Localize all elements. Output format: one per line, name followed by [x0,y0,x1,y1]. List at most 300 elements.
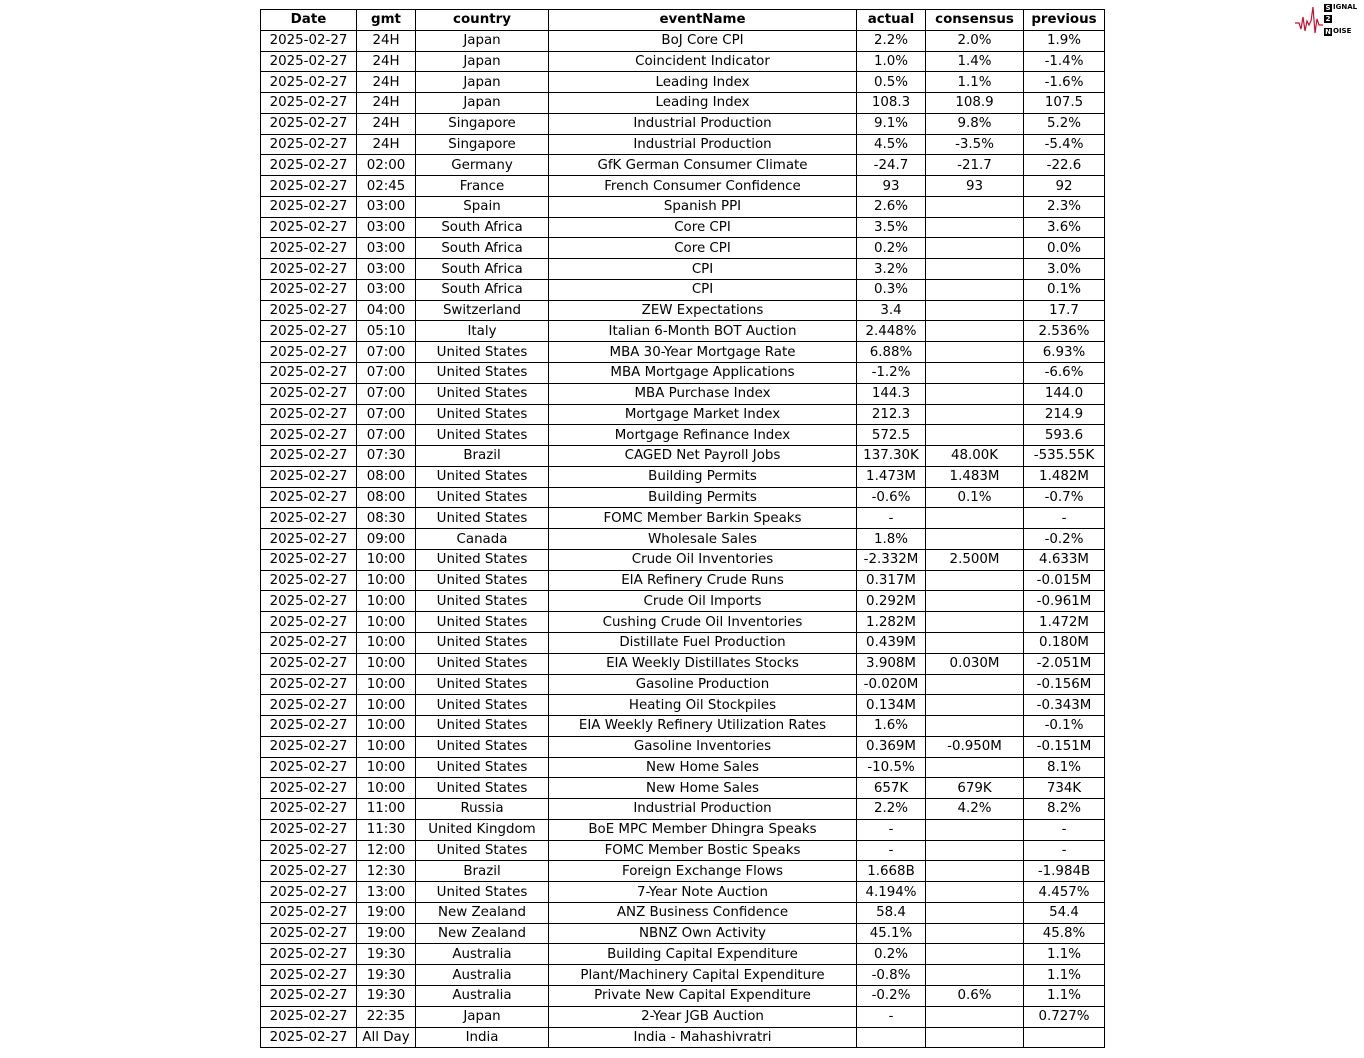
table-row [261,466,1105,487]
consensus-cell: -3.5% [926,134,1024,155]
table-row [261,902,1105,923]
previous-cell: 1.1% [1024,965,1105,986]
event-name-cell: BoE MPC Member Dhingra Speaks [549,819,857,840]
date-cell: 2025-02-27 [261,404,357,425]
consensus-cell [926,217,1024,238]
previous-cell: -5.4% [1024,134,1105,155]
table-row [261,716,1105,737]
gmt-cell: 07:30 [357,446,416,467]
table-row [261,736,1105,757]
column-header-gmt: gmt [357,10,416,31]
actual-cell: -0.8% [857,965,926,986]
table-row [261,508,1105,529]
gmt-cell: 19:30 [357,965,416,986]
table-row [261,674,1105,695]
previous-cell: -0.343M [1024,695,1105,716]
consensus-cell [926,300,1024,321]
column-header-date: Date [261,10,357,31]
previous-cell: 8.2% [1024,799,1105,820]
date-cell: 2025-02-27 [261,570,357,591]
date-cell: 2025-02-27 [261,1006,357,1027]
actual-cell: 2.2% [857,30,926,51]
gmt-cell: 07:00 [357,425,416,446]
table-row [261,446,1105,467]
consensus-cell [926,840,1024,861]
table-row [261,653,1105,674]
gmt-cell: 03:00 [357,279,416,300]
actual-cell: 93 [857,176,926,197]
country-cell: United States [416,487,549,508]
gmt-cell: 10:00 [357,612,416,633]
consensus-cell [926,716,1024,737]
country-cell: Australia [416,985,549,1006]
country-cell: Australia [416,965,549,986]
table-row [261,882,1105,903]
previous-cell: 107.5 [1024,93,1105,114]
country-cell: United States [416,508,549,529]
event-name-cell: 2-Year JGB Auction [549,1006,857,1027]
consensus-cell: 1.4% [926,51,1024,72]
date-cell: 2025-02-27 [261,840,357,861]
gmt-cell: 08:00 [357,466,416,487]
date-cell: 2025-02-27 [261,155,357,176]
country-cell: United States [416,466,549,487]
consensus-cell: 0.030M [926,653,1024,674]
country-cell: South Africa [416,279,549,300]
table-row [261,93,1105,114]
table-row [261,965,1105,986]
event-name-cell: Crude Oil Imports [549,591,857,612]
date-cell: 2025-02-27 [261,30,357,51]
actual-cell: 144.3 [857,383,926,404]
country-cell: India [416,1027,549,1048]
column-header-previous: previous [1024,10,1105,31]
previous-cell: 45.8% [1024,923,1105,944]
actual-cell: 0.317M [857,570,926,591]
consensus-cell: 0.1% [926,487,1024,508]
date-cell: 2025-02-27 [261,653,357,674]
actual-cell: 1.8% [857,529,926,550]
country-cell: Japan [416,1006,549,1027]
actual-cell: 1.473M [857,466,926,487]
consensus-cell: 4.2% [926,799,1024,820]
gmt-cell: 22:35 [357,1006,416,1027]
event-name-cell: Leading Index [549,72,857,93]
country-cell: United States [416,383,549,404]
event-name-cell: Spanish PPI [549,196,857,217]
date-cell: 2025-02-27 [261,944,357,965]
table-row [261,985,1105,1006]
actual-cell: - [857,1006,926,1027]
table-row [261,155,1105,176]
event-name-cell: Gasoline Production [549,674,857,695]
column-header-consensus: consensus [926,10,1024,31]
event-name-cell: Coincident Indicator [549,51,857,72]
gmt-cell: 03:00 [357,217,416,238]
gmt-cell: 19:30 [357,985,416,1006]
table-row [261,819,1105,840]
table-row [261,799,1105,820]
date-cell: 2025-02-27 [261,1027,357,1048]
actual-cell: 0.134M [857,695,926,716]
gmt-cell: 10:00 [357,591,416,612]
event-name-cell: FOMC Member Barkin Speaks [549,508,857,529]
consensus-cell: 1.483M [926,466,1024,487]
actual-cell: 137.30K [857,446,926,467]
consensus-cell [926,1027,1024,1048]
previous-cell: - [1024,819,1105,840]
previous-cell: 3.6% [1024,217,1105,238]
event-name-cell: Building Capital Expenditure [549,944,857,965]
country-cell: Australia [416,944,549,965]
previous-cell: -535.55K [1024,446,1105,467]
date-cell: 2025-02-27 [261,259,357,280]
consensus-cell [926,425,1024,446]
event-name-cell: Crude Oil Inventories [549,549,857,570]
previous-cell: -1.984B [1024,861,1105,882]
previous-cell: -0.015M [1024,570,1105,591]
table-row [261,363,1105,384]
country-cell: United States [416,778,549,799]
date-cell: 2025-02-27 [261,591,357,612]
consensus-cell [926,695,1024,716]
previous-cell: 92 [1024,176,1105,197]
event-name-cell: Cushing Crude Oil Inventories [549,612,857,633]
event-name-cell: Distillate Fuel Production [549,632,857,653]
gmt-cell: 03:00 [357,259,416,280]
event-name-cell: Building Permits [549,487,857,508]
event-name-cell: EIA Weekly Refinery Utilization Rates [549,716,857,737]
consensus-cell: 48.00K [926,446,1024,467]
consensus-cell: 93 [926,176,1024,197]
event-name-cell: GfK German Consumer Climate [549,155,857,176]
actual-cell: 212.3 [857,404,926,425]
previous-cell: 3.0% [1024,259,1105,280]
gmt-cell: 08:00 [357,487,416,508]
actual-cell: 108.3 [857,93,926,114]
previous-cell: 54.4 [1024,902,1105,923]
consensus-cell [926,965,1024,986]
consensus-cell: 2.0% [926,30,1024,51]
date-cell: 2025-02-27 [261,632,357,653]
gmt-cell: 24H [357,93,416,114]
table-row [261,30,1105,51]
country-cell: United States [416,612,549,633]
previous-cell: 1.472M [1024,612,1105,633]
actual-cell: 45.1% [857,923,926,944]
consensus-cell [926,1006,1024,1027]
consensus-cell: -0.950M [926,736,1024,757]
event-name-cell: Leading Index [549,93,857,114]
gmt-cell: 10:00 [357,695,416,716]
country-cell: United States [416,736,549,757]
previous-cell [1024,1027,1105,1048]
previous-cell: 2.536% [1024,321,1105,342]
date-cell: 2025-02-27 [261,51,357,72]
actual-cell: 0.2% [857,944,926,965]
gmt-cell: 10:00 [357,736,416,757]
gmt-cell: 19:30 [357,944,416,965]
gmt-cell: 05:10 [357,321,416,342]
date-cell: 2025-02-27 [261,176,357,197]
actual-cell: -2.332M [857,549,926,570]
event-name-cell: FOMC Member Bostic Speaks [549,840,857,861]
actual-cell: 3.5% [857,217,926,238]
date-cell: 2025-02-27 [261,674,357,695]
gmt-cell: 02:00 [357,155,416,176]
event-name-cell: French Consumer Confidence [549,176,857,197]
date-cell: 2025-02-27 [261,819,357,840]
consensus-cell [926,279,1024,300]
actual-cell: 2.6% [857,196,926,217]
date-cell: 2025-02-27 [261,363,357,384]
economic-calendar-table [260,9,1105,1048]
consensus-cell [926,196,1024,217]
previous-cell: -2.051M [1024,653,1105,674]
gmt-cell: 10:00 [357,549,416,570]
event-name-cell: India - Mahashivratri [549,1027,857,1048]
country-cell: United Kingdom [416,819,549,840]
previous-cell: 1.1% [1024,985,1105,1006]
country-cell: United States [416,591,549,612]
consensus-cell [926,383,1024,404]
previous-cell: 0.0% [1024,238,1105,259]
country-cell: Singapore [416,113,549,134]
actual-cell: 3.2% [857,259,926,280]
table-row [261,342,1105,363]
actual-cell: 0.439M [857,632,926,653]
gmt-cell: 10:00 [357,757,416,778]
event-name-cell: MBA Purchase Index [549,383,857,404]
actual-cell: 572.5 [857,425,926,446]
table-row [261,1006,1105,1027]
previous-cell: -1.4% [1024,51,1105,72]
table-row [261,612,1105,633]
gmt-cell: 24H [357,72,416,93]
consensus-cell [926,944,1024,965]
date-cell: 2025-02-27 [261,196,357,217]
event-name-cell: Core CPI [549,217,857,238]
table-row [261,529,1105,550]
consensus-cell [926,819,1024,840]
actual-cell: -24.7 [857,155,926,176]
consensus-cell: 1.1% [926,72,1024,93]
country-cell: United States [416,570,549,591]
date-cell: 2025-02-27 [261,425,357,446]
consensus-cell [926,612,1024,633]
gmt-cell: 02:45 [357,176,416,197]
gmt-cell: 07:00 [357,383,416,404]
country-cell: Spain [416,196,549,217]
gmt-cell: 10:00 [357,716,416,737]
country-cell: France [416,176,549,197]
previous-cell: -0.156M [1024,674,1105,695]
country-cell: United States [416,632,549,653]
consensus-cell: -21.7 [926,155,1024,176]
table-row [261,134,1105,155]
previous-cell: 144.0 [1024,383,1105,404]
previous-cell: 1.1% [1024,944,1105,965]
consensus-cell [926,632,1024,653]
event-name-cell: New Home Sales [549,757,857,778]
event-name-cell: Core CPI [549,238,857,259]
event-name-cell: Mortgage Market Index [549,404,857,425]
gmt-cell: All Day [357,1027,416,1048]
previous-cell: 734K [1024,778,1105,799]
gmt-cell: 08:30 [357,508,416,529]
country-cell: Brazil [416,861,549,882]
table-row [261,300,1105,321]
country-cell: Japan [416,72,549,93]
country-cell: Canada [416,529,549,550]
consensus-cell [926,342,1024,363]
actual-cell: 0.2% [857,238,926,259]
date-cell: 2025-02-27 [261,238,357,259]
table-row [261,923,1105,944]
table-row [261,487,1105,508]
event-name-cell: 7-Year Note Auction [549,882,857,903]
waveform-icon [1294,2,1324,38]
date-cell: 2025-02-27 [261,321,357,342]
date-cell: 2025-02-27 [261,799,357,820]
event-name-cell: CPI [549,259,857,280]
gmt-cell: 11:30 [357,819,416,840]
country-cell: United States [416,363,549,384]
event-name-cell: Wholesale Sales [549,529,857,550]
consensus-cell: 9.8% [926,113,1024,134]
event-name-cell: Plant/Machinery Capital Expenditure [549,965,857,986]
gmt-cell: 07:00 [357,342,416,363]
gmt-cell: 12:00 [357,840,416,861]
event-name-cell: Mortgage Refinance Index [549,425,857,446]
previous-cell: 4.633M [1024,549,1105,570]
previous-cell: 0.1% [1024,279,1105,300]
actual-cell [857,1027,926,1048]
event-name-cell: EIA Refinery Crude Runs [549,570,857,591]
country-cell: New Zealand [416,902,549,923]
consensus-cell [926,404,1024,425]
consensus-cell [926,508,1024,529]
event-name-cell: Italian 6-Month BOT Auction [549,321,857,342]
column-header-event-name: eventName [549,10,857,31]
date-cell: 2025-02-27 [261,716,357,737]
country-cell: Japan [416,93,549,114]
country-cell: United States [416,882,549,903]
event-name-cell: CAGED Net Payroll Jobs [549,446,857,467]
gmt-cell: 13:00 [357,882,416,903]
previous-cell: 214.9 [1024,404,1105,425]
event-name-cell: NBNZ Own Activity [549,923,857,944]
country-cell: United States [416,674,549,695]
country-cell: United States [416,653,549,674]
table-row [261,591,1105,612]
actual-cell: 1.6% [857,716,926,737]
actual-cell: 4.194% [857,882,926,903]
gmt-cell: 10:00 [357,674,416,695]
previous-cell: 2.3% [1024,196,1105,217]
date-cell: 2025-02-27 [261,695,357,716]
date-cell: 2025-02-27 [261,965,357,986]
event-name-cell: Industrial Production [549,113,857,134]
country-cell: Singapore [416,134,549,155]
date-cell: 2025-02-27 [261,487,357,508]
actual-cell: 0.5% [857,72,926,93]
consensus-cell [926,882,1024,903]
date-cell: 2025-02-27 [261,508,357,529]
actual-cell: 9.1% [857,113,926,134]
table-row [261,757,1105,778]
actual-cell: 0.292M [857,591,926,612]
country-cell: South Africa [416,217,549,238]
date-cell: 2025-02-27 [261,736,357,757]
event-name-cell: Industrial Production [549,134,857,155]
country-cell: United States [416,757,549,778]
date-cell: 2025-02-27 [261,217,357,238]
actual-cell: 1.282M [857,612,926,633]
consensus-cell [926,570,1024,591]
date-cell: 2025-02-27 [261,549,357,570]
event-name-cell: MBA 30-Year Mortgage Rate [549,342,857,363]
actual-cell: -0.2% [857,985,926,1006]
date-cell: 2025-02-27 [261,861,357,882]
actual-cell: -0.020M [857,674,926,695]
previous-cell: 4.457% [1024,882,1105,903]
table-row [261,425,1105,446]
date-cell: 2025-02-27 [261,882,357,903]
event-name-cell: ZEW Expectations [549,300,857,321]
consensus-cell [926,757,1024,778]
table-row [261,1027,1105,1048]
date-cell: 2025-02-27 [261,446,357,467]
event-name-cell: CPI [549,279,857,300]
event-name-cell: EIA Weekly Distillates Stocks [549,653,857,674]
gmt-cell: 07:00 [357,363,416,384]
country-cell: United States [416,342,549,363]
table-row [261,695,1105,716]
consensus-cell [926,321,1024,342]
signal-2-noise-logo: S IGNAL 2 N OISE [1294,2,1362,38]
actual-cell: 1.0% [857,51,926,72]
previous-cell: - [1024,840,1105,861]
date-cell: 2025-02-27 [261,985,357,1006]
consensus-cell [926,902,1024,923]
event-name-cell: MBA Mortgage Applications [549,363,857,384]
actual-cell: - [857,508,926,529]
country-cell: United States [416,695,549,716]
actual-cell: 2.2% [857,799,926,820]
country-cell: New Zealand [416,923,549,944]
column-header-country: country [416,10,549,31]
table-row [261,404,1105,425]
table-row [261,196,1105,217]
actual-cell: 2.448% [857,321,926,342]
previous-cell: - [1024,508,1105,529]
date-cell: 2025-02-27 [261,778,357,799]
actual-cell: 0.369M [857,736,926,757]
previous-cell: -1.6% [1024,72,1105,93]
country-cell: Russia [416,799,549,820]
country-cell: United States [416,716,549,737]
actual-cell: -10.5% [857,757,926,778]
actual-cell: - [857,819,926,840]
gmt-cell: 24H [357,134,416,155]
date-cell: 2025-02-27 [261,279,357,300]
gmt-cell: 10:00 [357,778,416,799]
table-row [261,861,1105,882]
previous-cell: 0.727% [1024,1006,1105,1027]
country-cell: Japan [416,51,549,72]
table-row [261,321,1105,342]
